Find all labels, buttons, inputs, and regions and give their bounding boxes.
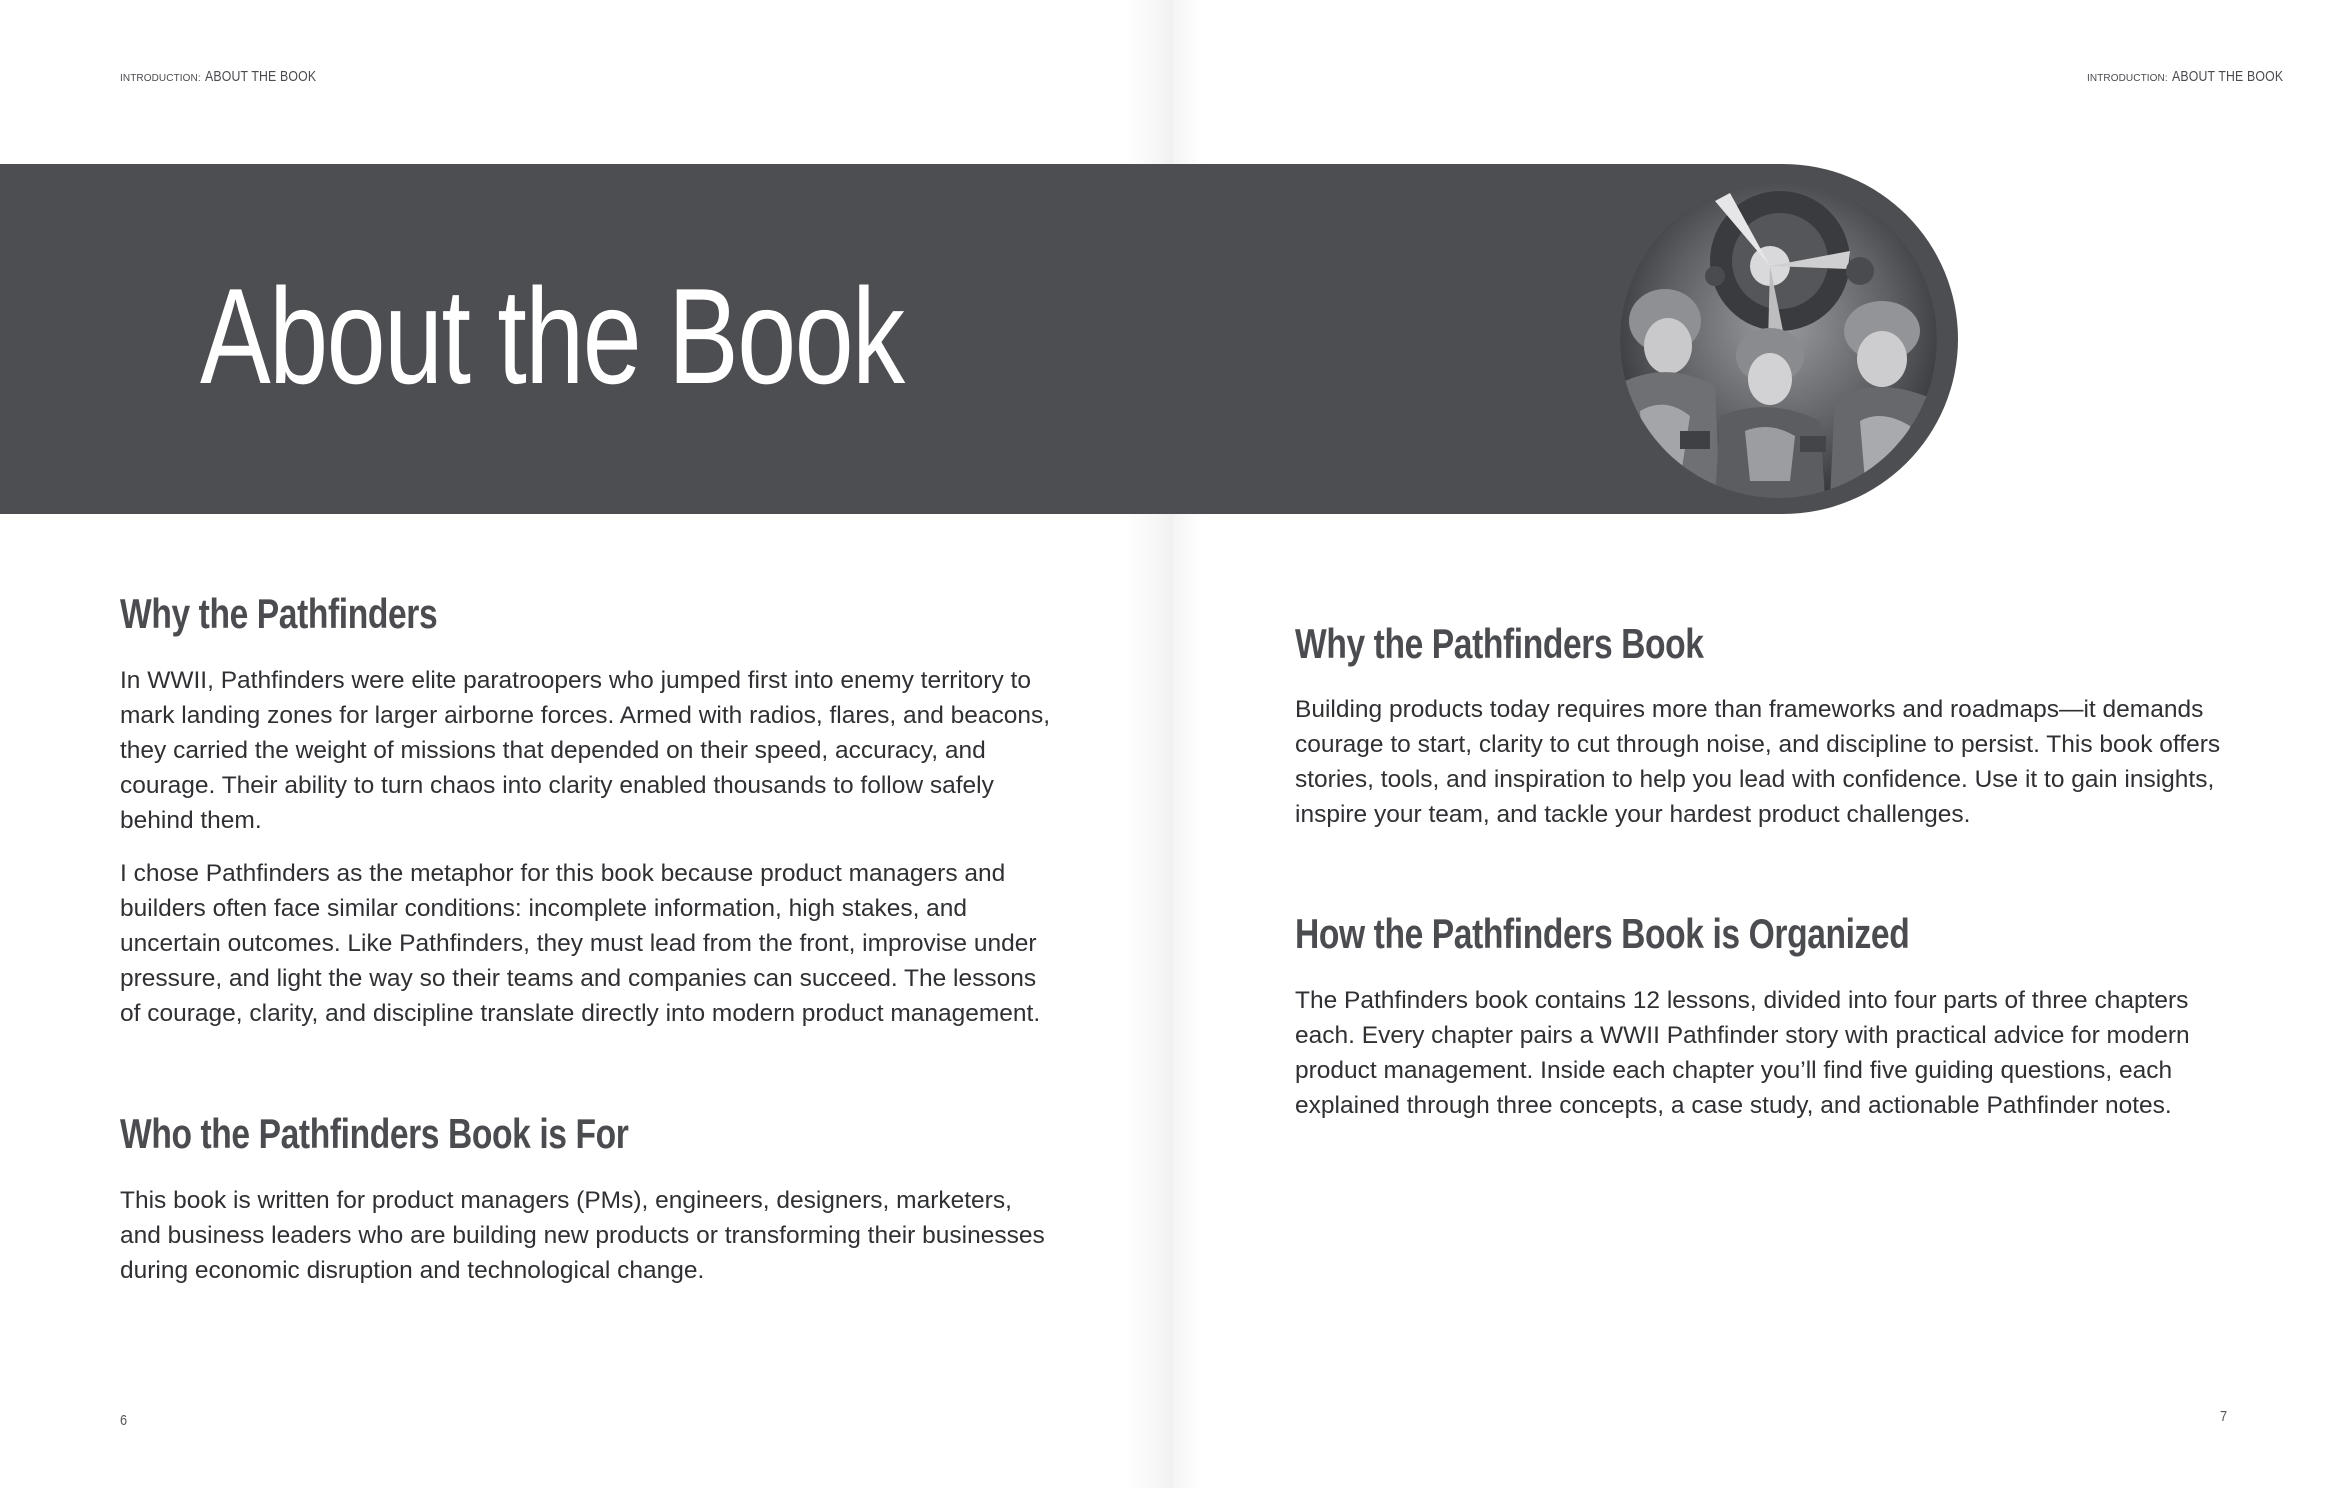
running-head-section: INTRODUCTION: bbox=[2087, 73, 2168, 84]
paragraph-why-pathfinders-2: I chose Pathfinders as the metaphor for this book because product managers and builders often face similar conditions: incomplete information, high stakes, and uncertain outcomes. Like Pathfinders, they must lead from the front, improvise under pressure, and light the way so their teams and companies can succeed. The lessons of courage, clarity, and discipline translate directly into modern product management. bbox=[120, 860, 1041, 1027]
paragraph-why-book: Building products today requires more than frameworks and roadmaps—it demands courage to start, clarity to cut through noise, and discipline to persist. This book offers stories, tools, and inspiration to help you lead with confidence. Use it to gain insights, inspire your team, and tackle your hardest product challenges. bbox=[1295, 696, 2221, 828]
paragraph-who-for: This book is written for product managers (PMs), engineers, designers, marketers, and business leaders who are building new products or transforming their businesses during economic disruption and technological change. bbox=[120, 1187, 1045, 1284]
page-title: About the Book bbox=[200, 260, 904, 412]
section-heading-how-organized: How the Pathfinders Book is Organized bbox=[1295, 910, 1910, 957]
running-head-title: ABOUT THE BOOK bbox=[205, 68, 317, 85]
running-head-right bbox=[2087, 68, 2308, 86]
page-number-left: 6 bbox=[120, 1412, 128, 1429]
page-number-right: 7 bbox=[2220, 1408, 2228, 1425]
running-head-left bbox=[120, 68, 341, 86]
section-heading-why-pathfinders: Why the Pathfinders bbox=[120, 590, 438, 637]
section-heading-why-book: Why the Pathfinders Book bbox=[1295, 620, 1704, 667]
photo-illustration bbox=[1620, 181, 1937, 498]
paratroopers-photo-icon bbox=[1620, 181, 1937, 498]
running-head-title: ABOUT THE BOOK bbox=[2172, 68, 2284, 85]
section-heading-who-for: Who the Pathfinders Book is For bbox=[120, 1110, 629, 1157]
paragraph-how-organized: The Pathfinders book contains 12 lessons, divided into four parts of three chapters each. Every chapter pairs a WWII Pathfinder story with practical advice for modern product management. Inside each chapter you’ll find five guiding questions, each explained through three concepts, a case study, and actionable Pathfinder notes. bbox=[1295, 987, 2190, 1119]
paragraph-why-pathfinders-1: In WWII, Pathfinders were elite paratroopers who jumped first into enemy territory to mark landing zones for larger airborne forces. Armed with radios, flares, and beacons, they carried the weight of missions that depended on their speed, accuracy, and courage. Their ability to turn chaos into clarity enabled thousands to follow safely behind them. bbox=[120, 667, 1051, 834]
running-head-section: INTRODUCTION: bbox=[120, 73, 201, 84]
